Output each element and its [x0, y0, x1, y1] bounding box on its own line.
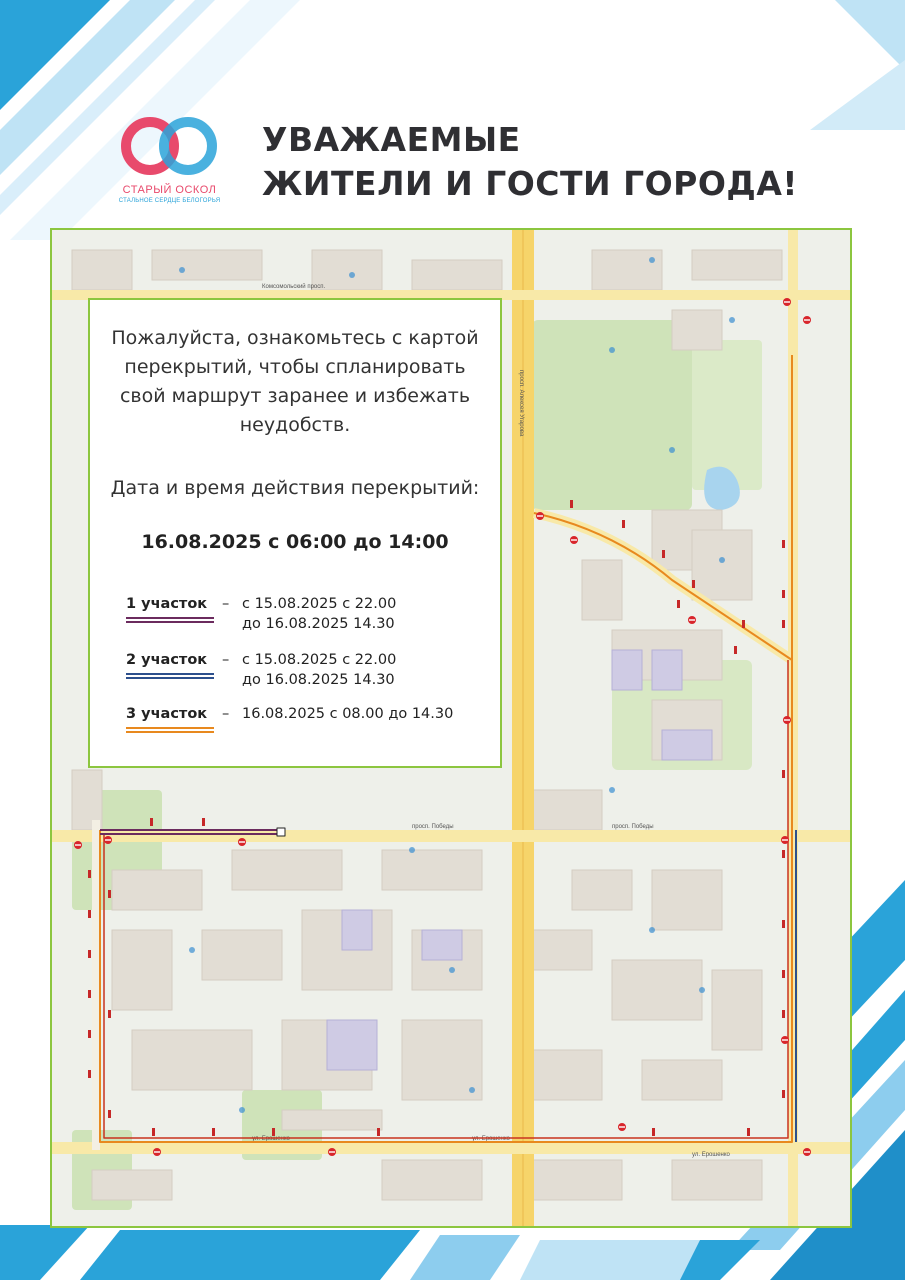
bottom-left-stripes	[0, 1225, 700, 1280]
legend-segment-3	[126, 706, 496, 752]
street-label-ugarova: просп. Алексея Угарова	[518, 370, 524, 437]
date-title: Дата и время действия перекрытий:	[110, 477, 480, 499]
intro-text: Пожалуйста, ознакомьтесь с картой перекрытий, чтобы спланировать свой маршрут заранее и избежать неудобств.	[111, 327, 479, 436]
segment-time-line1: 16.08.2025 с 08.00 до 14.30	[242, 706, 454, 722]
segment-time-line2: до 16.08.2025 14.30	[242, 616, 395, 632]
info-panel	[88, 298, 502, 768]
segment-time-line2: до 16.08.2025 14.30	[242, 672, 395, 688]
street-label-eroshenko-right: ул. Ерошенко	[692, 1152, 730, 1158]
legend-segment-2	[126, 652, 496, 698]
segment-time-line1: с 15.08.2025 с 22.00	[242, 652, 397, 668]
top-right-stripes	[810, 0, 905, 130]
logo-rings	[112, 112, 227, 182]
segment-name: 3 участок	[126, 706, 208, 722]
segment-name: 2 участок	[126, 652, 208, 668]
logo-tagline: СТАЛЬНОЕ СЕРДЦЕ БЕЛОГОРЬЯ	[118, 198, 221, 204]
segment-name: 1 участок	[126, 596, 208, 612]
street-label-eroshenko-mid: ул. Ерошенко	[472, 1136, 510, 1142]
segment-line-swatch	[126, 673, 214, 678]
page-title-line2: ЖИТЕЛИ И ГОСТИ ГОРОДА!	[262, 164, 798, 203]
legend-segment-1	[126, 596, 496, 642]
segment-dash: –	[222, 706, 230, 722]
segment-line-swatch	[126, 617, 214, 622]
street-label-komsomolsky: Комсомольский просп.	[262, 284, 326, 290]
segment-line-swatch	[126, 727, 214, 732]
segment-dash: –	[222, 652, 230, 668]
page-title	[262, 118, 862, 206]
page-title-line1: УВАЖАЕМЫЕ	[262, 120, 521, 159]
segment-dash: –	[222, 596, 230, 612]
street-label-pobedy-right: просп. Победы	[612, 824, 654, 830]
street-label-pobedy-left: просп. Победы	[412, 824, 454, 830]
logo-name: СТАРЫЙ ОСКОЛ	[122, 184, 217, 196]
city-logo	[112, 112, 227, 212]
street-label-eroshenko-left: ул. Ерошенко	[252, 1136, 290, 1142]
date-value: 16.08.2025 с 06:00 до 14:00	[141, 531, 449, 553]
segment-time-line1: с 15.08.2025 с 22.00	[242, 596, 397, 612]
